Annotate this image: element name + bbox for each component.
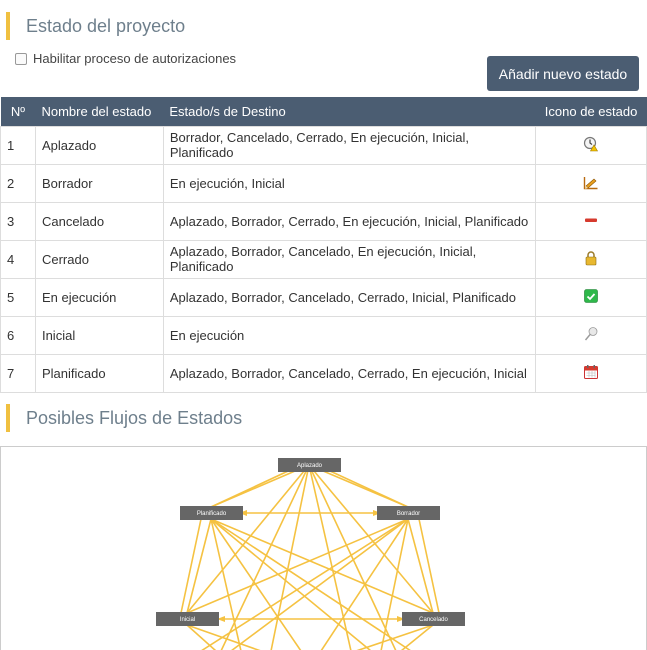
row-state-name: Cancelado bbox=[35, 202, 163, 240]
minus-red-icon bbox=[583, 212, 599, 228]
add-state-button[interactable]: Añadir nuevo estado bbox=[487, 56, 639, 91]
col-number: Nº bbox=[1, 97, 36, 126]
col-state-name: Nombre del estado bbox=[35, 97, 163, 126]
draft-pencil-icon bbox=[583, 174, 599, 190]
clock-warning-icon bbox=[583, 136, 599, 152]
states-table bbox=[0, 97, 647, 393]
table-row[interactable] bbox=[1, 240, 647, 278]
calendar-icon bbox=[583, 364, 599, 380]
row-state-name: Borrador bbox=[35, 164, 163, 202]
row-number: 2 bbox=[1, 164, 36, 202]
row-number: 3 bbox=[1, 202, 36, 240]
flow-node-label: Aplazado bbox=[296, 463, 323, 469]
row-targets: Aplazado, Borrador, Cerrado, En ejecución, Inicial, Planificado bbox=[163, 202, 535, 240]
table-header-row bbox=[1, 97, 647, 126]
state-flows-section-title bbox=[6, 404, 242, 432]
state-flow-diagram bbox=[0, 446, 647, 650]
pin-icon bbox=[583, 326, 599, 342]
row-state-name: Aplazado bbox=[35, 126, 163, 164]
row-targets: Aplazado, Borrador, Cancelado, Cerrado, Inicial, Planificado bbox=[163, 278, 535, 316]
flow-node-label: Planificado bbox=[196, 511, 227, 517]
flow-edges bbox=[181, 465, 439, 650]
table-row[interactable] bbox=[1, 202, 647, 240]
row-number: 1 bbox=[1, 126, 36, 164]
check-green-icon bbox=[583, 288, 599, 304]
flow-node-borrador[interactable] bbox=[377, 506, 440, 520]
row-targets: Borrador, Cancelado, Cerrado, En ejecución, Inicial, Planificado bbox=[163, 126, 535, 164]
col-target-states: Estado/s de Destino bbox=[163, 97, 535, 126]
row-state-name: Inicial bbox=[35, 316, 163, 354]
flows-title: Posibles Flujos de Estados bbox=[26, 407, 243, 428]
row-targets: Aplazado, Borrador, Cancelado, En ejecución, Inicial, Planificado bbox=[163, 240, 535, 278]
row-number: 4 bbox=[1, 240, 36, 278]
flow-node-label: Cancelado bbox=[419, 617, 448, 623]
title-accent-bar bbox=[6, 12, 10, 40]
row-number: 6 bbox=[1, 316, 36, 354]
row-state-name: En ejecución bbox=[35, 278, 163, 316]
project-state-section-title bbox=[6, 12, 185, 40]
flow-node-inicial[interactable] bbox=[156, 612, 219, 626]
row-targets: En ejecución, Inicial bbox=[163, 164, 535, 202]
flow-node-label: Borrador bbox=[396, 511, 421, 517]
enable-authorizations-option[interactable] bbox=[15, 51, 236, 66]
row-state-name: Cerrado bbox=[35, 240, 163, 278]
row-number: 7 bbox=[1, 354, 36, 392]
table-row[interactable] bbox=[1, 354, 647, 392]
enable-authorizations-checkbox[interactable] bbox=[15, 53, 27, 65]
row-targets: Aplazado, Borrador, Cancelado, Cerrado, En ejecución, Inicial bbox=[163, 354, 535, 392]
row-number: 5 bbox=[1, 278, 36, 316]
table-row[interactable] bbox=[1, 126, 647, 164]
enable-authorizations-label: Habilitar proceso de autorizaciones bbox=[33, 51, 237, 66]
flow-node-label: Inicial bbox=[179, 617, 196, 623]
title-accent-bar bbox=[6, 404, 10, 432]
flow-node-cancelado[interactable] bbox=[402, 612, 465, 626]
row-state-name: Planificado bbox=[35, 354, 163, 392]
lock-icon bbox=[583, 250, 599, 266]
flow-node-aplazado[interactable] bbox=[278, 458, 341, 472]
col-state-icon: Icono de estado bbox=[536, 97, 647, 126]
flow-node-planificado[interactable] bbox=[180, 506, 243, 520]
table-row[interactable] bbox=[1, 316, 647, 354]
table-row[interactable] bbox=[1, 164, 647, 202]
table-row[interactable] bbox=[1, 278, 647, 316]
row-targets: En ejecución bbox=[163, 316, 535, 354]
page-title: Estado del proyecto bbox=[26, 15, 186, 36]
